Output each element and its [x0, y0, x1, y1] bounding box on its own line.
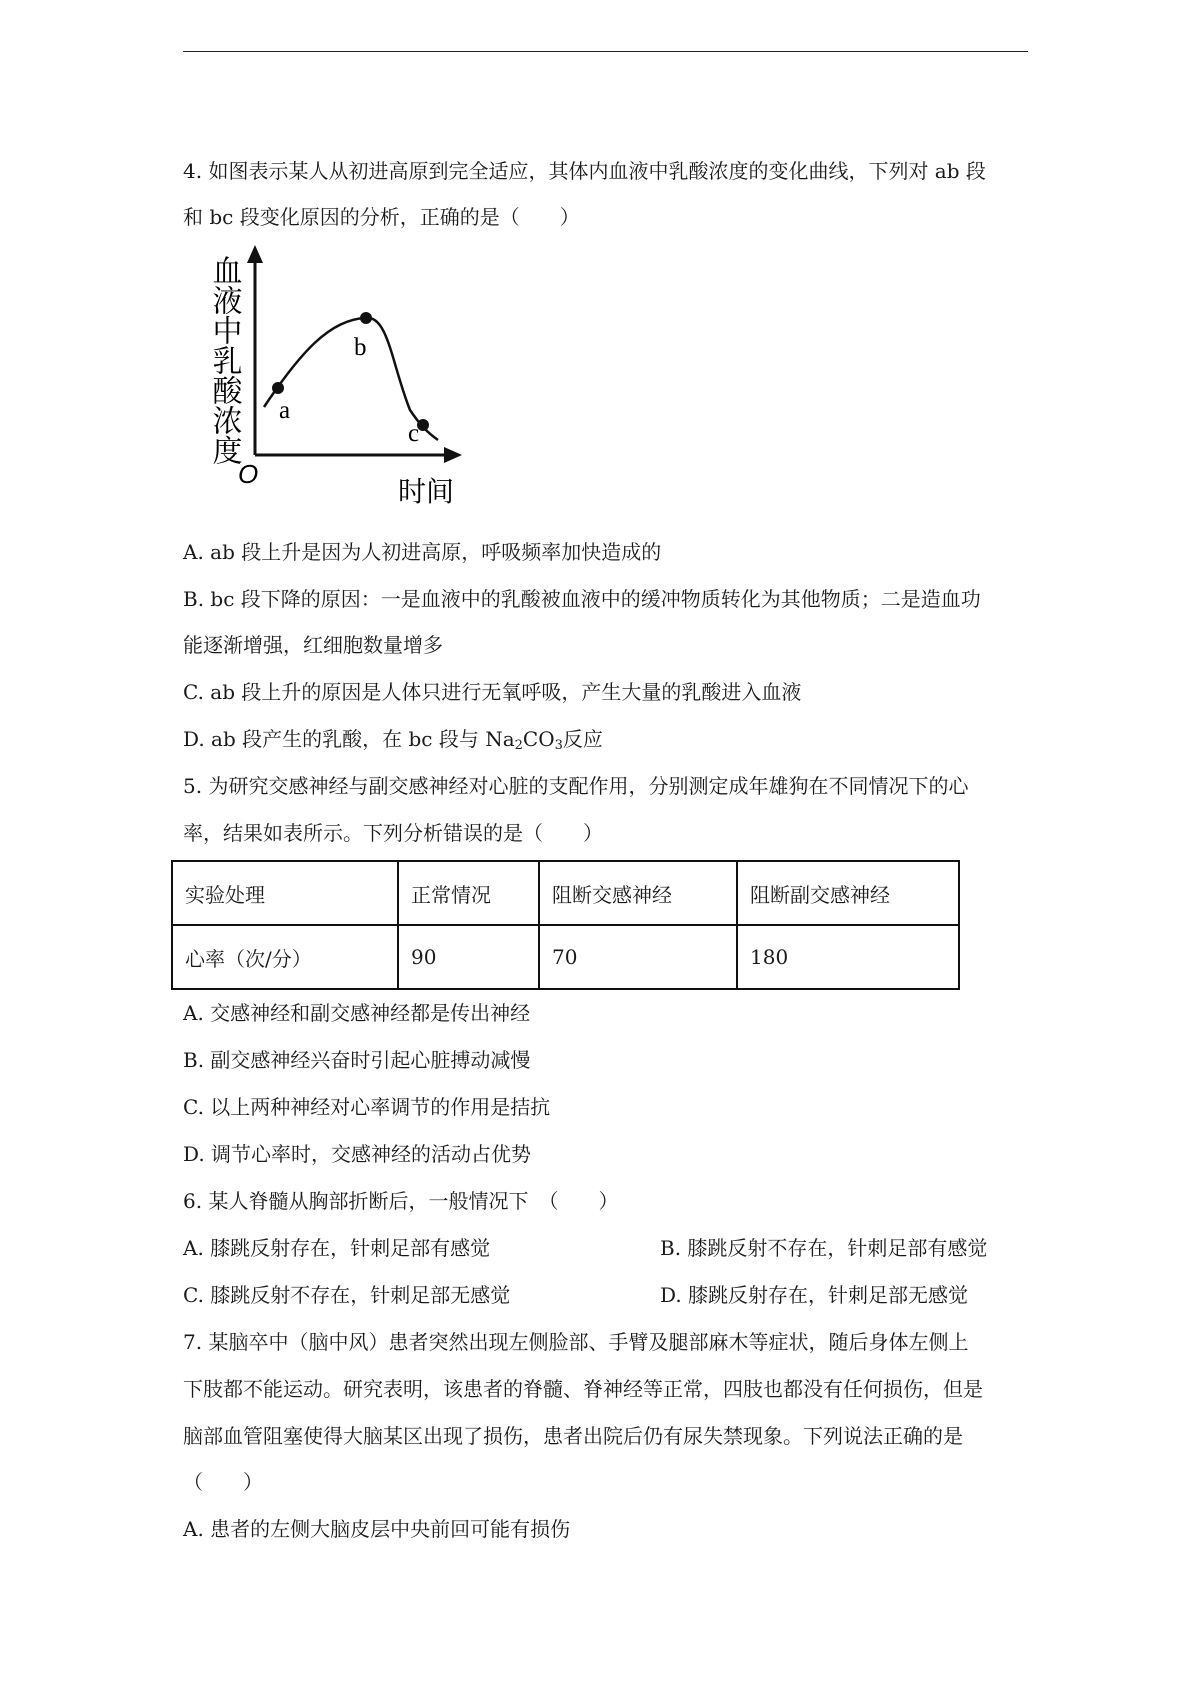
- table-cell: 实验处理: [172, 861, 398, 925]
- table-cell: 阻断副交感神经: [737, 861, 959, 925]
- q4-option-b-line1: B. bc 段下降的原因：一是血液中的乳酸被血液中的缓冲物质转化为其他物质；二是造血功: [183, 587, 981, 611]
- q6-option-d: D. 膝跳反射存在，针刺足部无感觉: [660, 1283, 969, 1307]
- q4-stem-line1: 4. 如图表示某人从初进高原到完全适应，其体内血液中乳酸浓度的变化曲线，下列对 ab 段: [183, 159, 986, 183]
- q4-option-d-sub1: 2: [514, 738, 523, 753]
- table-cell: 70: [539, 925, 737, 989]
- q7-stem-line4: （ ）: [183, 1470, 263, 1494]
- q4-option-d-sub2: 3: [554, 738, 563, 753]
- q5-option-c: C. 以上两种神经对心率调节的作用是拮抗: [183, 1095, 551, 1119]
- point-a-dot: [272, 382, 284, 394]
- q7-option-a: A. 患者的左侧大脑皮层中央前回可能有损伤: [183, 1517, 571, 1541]
- q4-option-b-line2: 能逐渐增强，红细胞数量增多: [183, 633, 443, 657]
- table-cell: 180: [737, 925, 959, 989]
- q6-option-c: C. 膝跳反射不存在，针刺足部无感觉: [183, 1283, 511, 1307]
- q7-stem-line2: 下肢都不能运动。研究表明，该患者的脊髓、脊神经等正常，四肢也都没有任何损伤，但是: [183, 1377, 983, 1401]
- table-header-row: [172, 861, 959, 925]
- x-axis-label: 时间: [398, 475, 455, 508]
- point-b-dot: [360, 312, 372, 324]
- q5-option-d: D. 调节心率时，交感神经的活动占优势: [183, 1142, 532, 1166]
- q4-option-d: [183, 725, 603, 760]
- table-cell: 正常情况: [398, 861, 539, 925]
- point-b-label: b: [354, 334, 367, 361]
- table-cell: 阻断交感神经: [539, 861, 737, 925]
- heart-rate-table: [171, 860, 960, 990]
- lactic-acid-graph: [190, 245, 470, 510]
- table-row: [172, 925, 959, 989]
- q4-stem-line2: 和 bc 段变化原因的分析，正确的是（ ）: [183, 205, 580, 229]
- q6-option-a: A. 膝跳反射存在，针刺足部有感觉: [183, 1236, 491, 1260]
- q5-stem-line1: 5. 为研究交感神经与副交感神经对心脏的支配作用，分别测定成年雄狗在不同情况下的心: [183, 774, 969, 798]
- q4-option-a: A. ab 段上升是因为人初进高原，呼吸频率加快造成的: [183, 540, 662, 564]
- header-rule: [183, 51, 1028, 52]
- x-axis-arrow: [444, 447, 462, 463]
- q5-option-b: B. 副交感神经兴奋时引起心脏搏动减慢: [183, 1048, 531, 1072]
- y-axis-label: 血液中乳酸浓度: [206, 255, 242, 465]
- q4-option-d-text: D. ab 段产生的乳酸，在 bc 段与 Na: [183, 727, 515, 751]
- q5-stem-line2: 率，结果如表所示。下列分析错误的是（ ）: [183, 821, 603, 845]
- q6-option-b: B. 膝跳反射不存在，针刺足部有感觉: [660, 1236, 988, 1260]
- q7-stem-line3: 脑部血管阻塞使得大脑某区出现了损伤，患者出院后仍有尿失禁现象。下列说法正确的是: [183, 1424, 963, 1448]
- q4-option-d-end: 反应: [562, 727, 603, 751]
- q4-option-d-formula: CO: [522, 727, 555, 751]
- origin-label: O: [238, 459, 259, 489]
- table-cell: 心率（次/分）: [172, 925, 398, 989]
- point-c-label: c: [408, 420, 420, 447]
- q7-stem-line1: 7. 某脑卒中（脑中风）患者突然出现左侧脸部、手臂及腿部麻木等症状，随后身体左侧上: [183, 1330, 969, 1354]
- y-axis-arrow: [247, 245, 263, 263]
- table-cell: 90: [398, 925, 539, 989]
- point-a-label: a: [279, 397, 291, 424]
- q4-option-c: C. ab 段上升的原因是人体只进行无氧呼吸，产生大量的乳酸进入血液: [183, 680, 802, 704]
- q5-option-a: A. 交感神经和副交感神经都是传出神经: [183, 1001, 531, 1025]
- q6-stem: 6. 某人脊髓从胸部折断后，一般情况下 （ ）: [183, 1189, 619, 1213]
